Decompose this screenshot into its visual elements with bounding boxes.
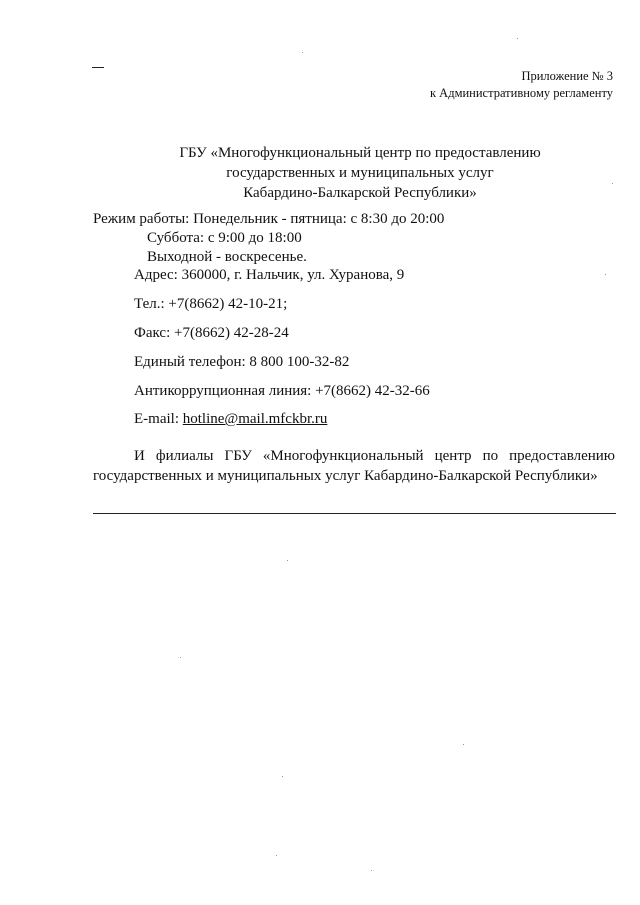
corner-mark bbox=[92, 67, 104, 68]
phone: Тел.: +7(8662) 42-10-21; bbox=[134, 296, 288, 312]
title-line-3: Кабардино-Балкарской Республики» bbox=[243, 185, 477, 201]
scan-speck bbox=[371, 870, 372, 871]
title-line-2: государственных и муниципальных услуг bbox=[226, 165, 494, 181]
scan-speck bbox=[180, 657, 181, 658]
scan-speck bbox=[517, 38, 518, 39]
anticorruption-line: Антикоррупционная линия: +7(8662) 42-32-66 bbox=[134, 383, 430, 399]
title-line-1: ГБУ «Многофункциональный центр по предоставлению bbox=[179, 145, 541, 161]
email-label: E-mail: bbox=[134, 411, 183, 427]
scan-speck bbox=[612, 183, 613, 184]
branches-paragraph: И филиалы ГБУ «Многофункциональный центр по предоставлению государственных и муниципальных услуг Кабардино-Балкарской Республики» bbox=[93, 448, 615, 484]
schedule-dayoff: Выходной - воскресенье. bbox=[147, 249, 307, 265]
email-row bbox=[134, 410, 327, 428]
fax: Факс: +7(8662) 42-28-24 bbox=[134, 325, 289, 341]
horizontal-rule bbox=[93, 513, 616, 514]
email-link[interactable]: hotline@mail.mfckbr.ru bbox=[182, 411, 328, 427]
scan-speck bbox=[287, 560, 288, 561]
appendix-number: Приложение № 3 bbox=[521, 69, 613, 83]
scan-speck bbox=[302, 52, 303, 53]
appendix-reference: к Административному регламенту bbox=[429, 86, 613, 100]
scan-speck bbox=[276, 855, 277, 856]
scan-speck bbox=[605, 274, 606, 275]
scan-speck bbox=[463, 744, 464, 745]
appendix-header bbox=[430, 68, 613, 102]
single-phone: Единый телефон: 8 800 100-32-82 bbox=[134, 354, 350, 370]
scan-speck bbox=[282, 776, 283, 777]
organization-title bbox=[160, 143, 560, 203]
schedule-saturday: Суббота: с 9:00 до 18:00 bbox=[147, 230, 302, 246]
schedule-weekdays: Режим работы: Понедельник - пятница: с 8:30 до 20:00 bbox=[93, 211, 445, 227]
address: Адрес: 360000, г. Нальчик, ул. Хуранова, 9 bbox=[134, 267, 405, 283]
